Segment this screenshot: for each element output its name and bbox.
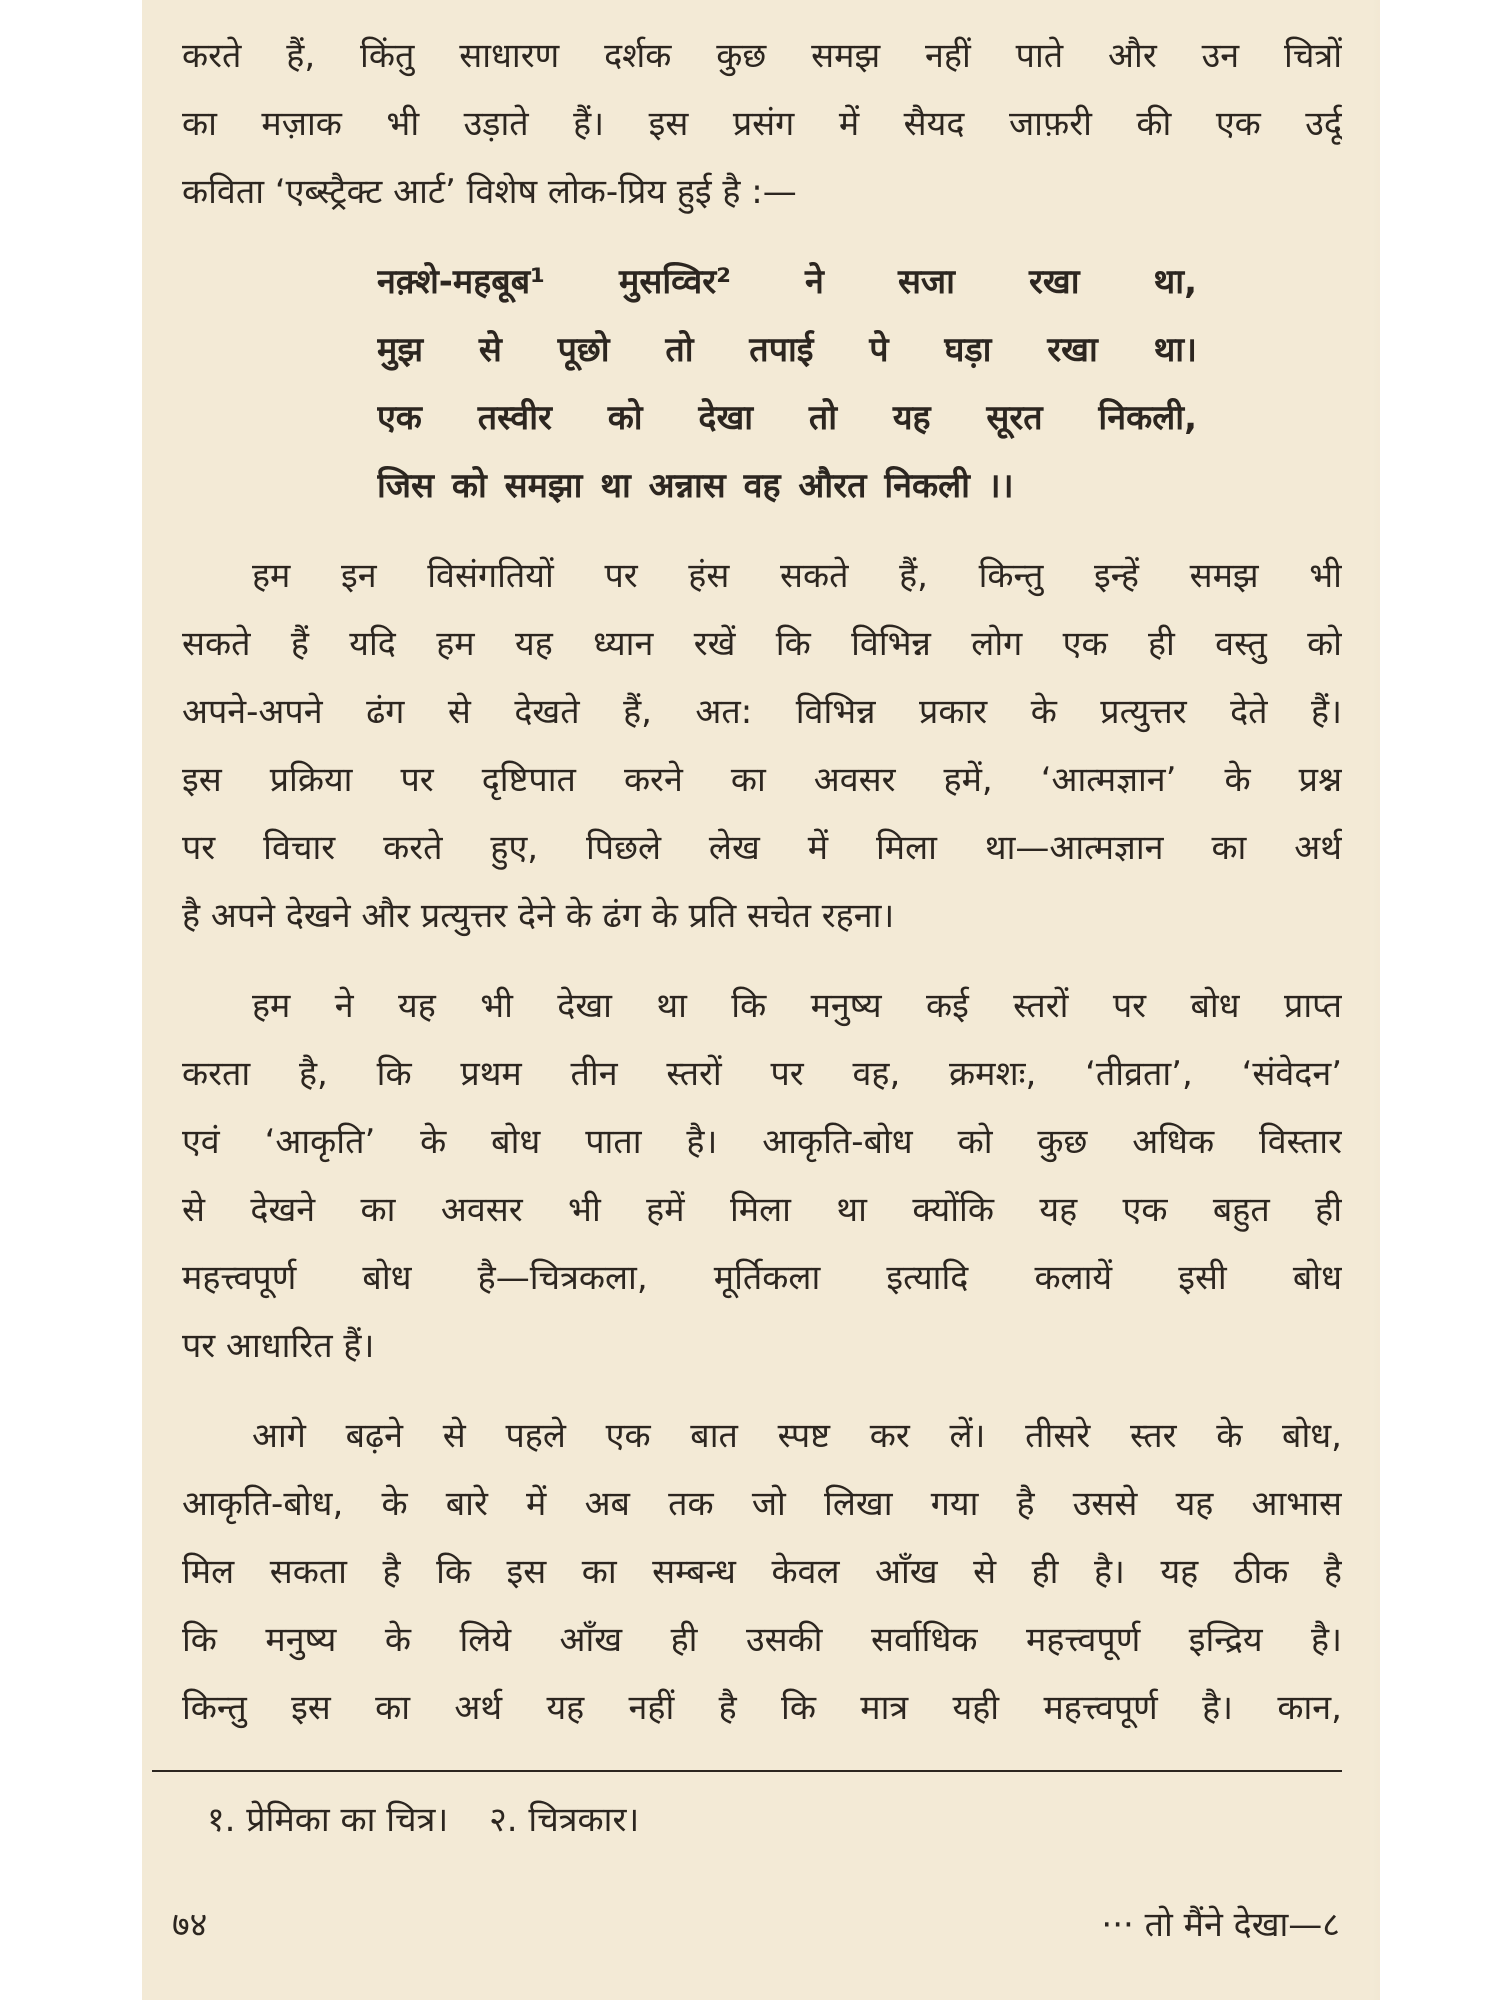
- poem-line: मुझ से पूछो तो तपाई पे घड़ा रखा था।: [377, 330, 1197, 370]
- text-line: इस प्रक्रिया पर दृष्टिपात करने का अवसर हमें, ‘आत्मज्ञान’ के प्रश्न: [182, 760, 1342, 800]
- text-line: से देखने का अवसर भी हमें मिला था क्योंकि यह एक बहुत ही: [182, 1190, 1342, 1230]
- running-title: ··· तो मैंने देखा—८: [1101, 1905, 1340, 1945]
- text-line: आकृति-बोध, के बारे में अब तक जो लिखा गया है उससे यह आभास: [182, 1484, 1342, 1524]
- text-line: हम ने यह भी देखा था कि मनुष्य कई स्तरों पर बोध प्राप्त: [252, 986, 1342, 1026]
- book-page: [142, 0, 1380, 2000]
- text-line: पर आधारित हैं।: [182, 1326, 375, 1366]
- text-line: सकते हैं यदि हम यह ध्यान रखें कि विभिन्न लोग एक ही वस्तु को: [182, 624, 1342, 664]
- footnote-2: २. चित्रकार।: [489, 1800, 640, 1840]
- footnote-1: १. प्रेमिका का चित्र।: [207, 1800, 449, 1840]
- text-line: मिल सकता है कि इस का सम्बन्ध केवल आँख से ही है। यह ठीक है: [182, 1552, 1342, 1592]
- spacer: [182, 950, 1342, 972]
- text-line: पर विचार करते हुए, पिछले लेख में मिला था—आत्मज्ञान का अर्थ: [182, 828, 1342, 868]
- intro-paragraph: [182, 22, 1342, 226]
- text-line: कविता ‘एब्स्ट्रैक्ट आर्ट’ विशेष लोक-प्रिय हुई है :—: [182, 172, 797, 212]
- paragraph-1: [182, 542, 1342, 950]
- spacer: [182, 226, 1342, 248]
- text-line: किन्तु इस का अर्थ यह नहीं है कि मात्र यही महत्त्वपूर्ण है। कान,: [182, 1688, 1342, 1728]
- footnote-rule: [152, 1770, 1342, 1772]
- text-line: आगे बढ़ने से पहले एक बात स्पष्ट कर लें। तीसरे स्तर के बोध,: [252, 1416, 1342, 1456]
- text-line: एवं ‘आकृति’ के बोध पाता है। आकृति-बोध को कुछ अधिक विस्तार: [182, 1122, 1342, 1162]
- page-edge-shadow: [1372, 0, 1380, 2000]
- poem-line: जिस को समझा था अन्नास वह औरत निकली ।।: [377, 466, 1014, 506]
- text-line: करते हैं, किंतु साधारण दर्शक कुछ समझ नहीं पाते और उन चित्रों: [182, 36, 1342, 76]
- text-line: है अपने देखने और प्रत्युत्तर देने के ढंग के प्रति सचेत रहना।: [182, 896, 895, 936]
- poem-line: नक़्शे-महबूब¹ मुसव्विर² ने सजा रखा था,: [377, 262, 1197, 302]
- page-number: ७४: [172, 1905, 208, 1945]
- footnotes: [207, 1795, 669, 1841]
- spacer: [182, 520, 1342, 542]
- page-body: [182, 22, 1342, 1742]
- text-line: करता है, कि प्रथम तीन स्तरों पर वह, क्रमशः, ‘तीव्रता’, ‘संवेदन’: [182, 1054, 1342, 1094]
- spacer: [182, 1380, 1342, 1402]
- text-line: हम इन विसंगतियों पर हंस सकते हैं, किन्तु इन्हें समझ भी: [252, 556, 1342, 596]
- paragraph-3: [182, 1402, 1342, 1742]
- poem-block: [182, 248, 1197, 520]
- poem-line: एक तस्वीर को देखा तो यह सूरत निकली,: [377, 398, 1197, 438]
- paragraph-2: [182, 972, 1342, 1380]
- text-line: का मज़ाक भी उड़ाते हैं। इस प्रसंग में सैयद जाफ़री की एक उर्दू: [182, 104, 1342, 144]
- text-line: अपने-अपने ढंग से देखते हैं, अत: विभिन्न प्रकार के प्रत्युत्तर देते हैं।: [182, 692, 1342, 732]
- text-line: महत्त्वपूर्ण बोध है—चित्रकला, मूर्तिकला इत्यादि कलायें इसी बोध: [182, 1258, 1342, 1298]
- text-line: कि मनुष्य के लिये आँख ही उसकी सर्वाधिक महत्त्वपूर्ण इन्द्रिय है।: [182, 1620, 1342, 1660]
